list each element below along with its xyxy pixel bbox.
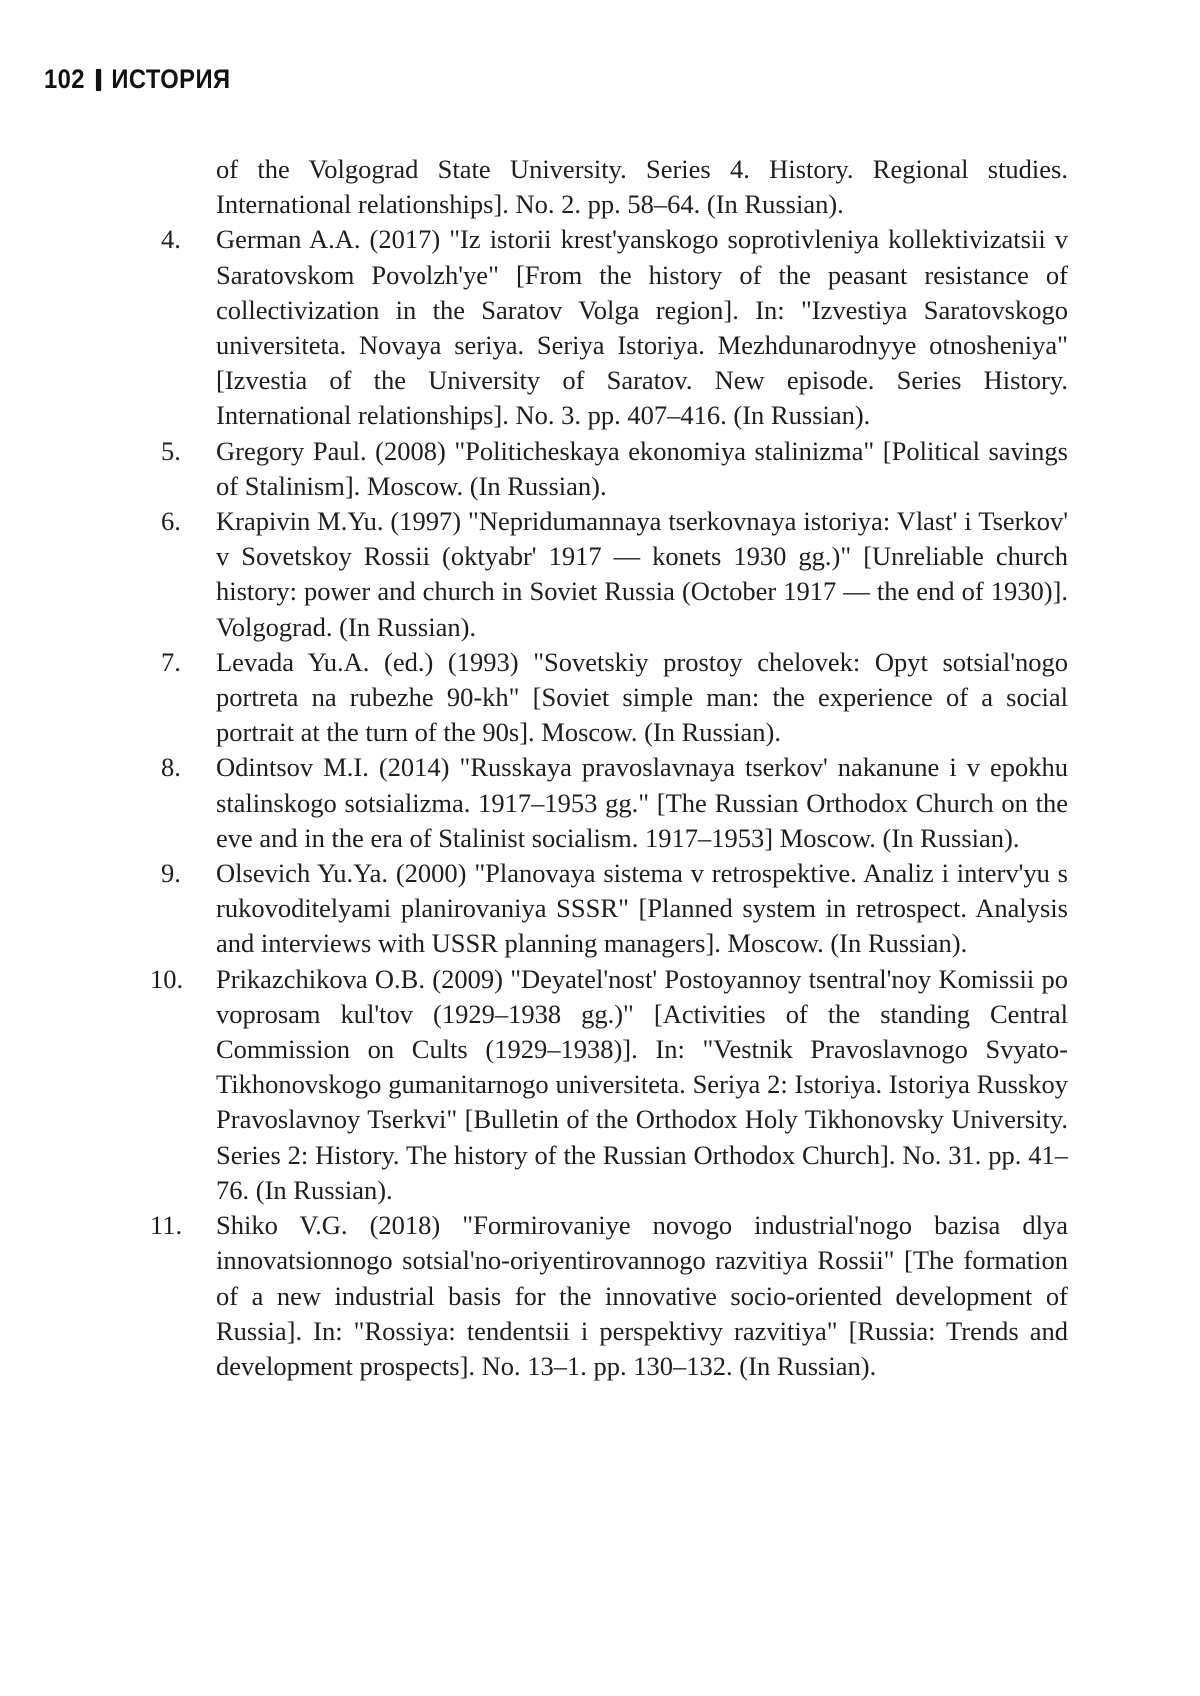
running-header <box>44 64 231 95</box>
reference-number: 6. <box>161 506 181 537</box>
reference-text: Shiko V.G. (2018) "Formirovaniye novogo industrial'nogo bazisa dlya innovatsionnogo sotsial'no-oriyentirovannogo razvitiya Rossii" [The formation of a new industrial basis for the innovative socio-oriented development of Russia]. In: "Rossiya: tendentsii i perspektivy razvitiya" [Russia: Trends and development prospects]. No. 13–1. pp. 130–132. (In Russian). <box>216 1210 1068 1381</box>
reference-text: German A.A. (2017) "Iz istorii krest'yanskogo soprotivleniya kollektivizatsii v Saratovskom Povolzh'ye" [From the history of the peasant resistance of collectivization in the Saratov Volga region]. In: "Izvestiya Saratovskogo universiteta. Novaya seriya. Seriya Istoriya. Mezhdunarodnyye otnosheniya" [Izvestia of the University of Saratov. New episode. Series History. International relationships]. No. 3. pp. 407–416. (In Russian). <box>216 224 1068 431</box>
reference-item <box>150 434 1068 504</box>
reference-text: of the Volgograd State University. Series 4. History. Regional studies. International relationships]. No. 2. pp. 58–64. (In Russian). <box>216 154 1068 220</box>
reference-number: 10. <box>150 963 184 994</box>
header-separator <box>96 69 101 91</box>
reference-number: 8. <box>161 752 181 783</box>
reference-item <box>150 750 1068 856</box>
section-title: ИСТОРИЯ <box>111 64 231 94</box>
reference-item <box>150 856 1068 962</box>
page-number: 102 <box>44 64 85 94</box>
reference-item <box>150 645 1068 751</box>
reference-number: 7. <box>161 646 181 677</box>
reference-item <box>150 962 1068 1208</box>
reference-text: Odintsov M.I. (2014) "Russkaya pravoslavnaya tserkov' nakanune i v epokhu stalinskogo sotsializma. 1917–1953 gg." [The Russian Orthodox Church on the eve and in the era of Stalinist socialism. 1917–1953] Moscow. (In Russian). <box>216 752 1068 853</box>
reference-number: 4. <box>161 224 181 255</box>
reference-item <box>150 504 1068 645</box>
reference-text: Gregory Paul. (2008) "Politicheskaya ekonomiya stalinizma" [Political savings of Stalinism]. Moscow. (In Russian). <box>216 435 1068 501</box>
reference-text: Levada Yu.A. (ed.) (1993) "Sovetskiy prostoy chelovek: Opyt sotsial'nogo portreta na rubezhe 90-kh" [Soviet simple man: the experience of a social portrait at the turn of the 90s]. Moscow. (In Russian). <box>216 646 1068 748</box>
reference-text: Krapivin M.Yu. (1997) "Nepridumannaya tserkovnaya istoriya: Vlast' i Tserkov' v Sovetskoy Rossii (oktyabr' 1917 — konets 1930 gg.)" [Unreliable church history: power and church in Soviet Russia (October 1917 — the end of 1930)]. Volgograd. (In Russian). <box>216 506 1068 642</box>
reference-item <box>150 222 1068 433</box>
reference-item <box>150 1208 1068 1384</box>
reference-number: 11. <box>150 1210 183 1241</box>
reference-number: 5. <box>161 435 181 466</box>
reference-list <box>150 152 1068 1384</box>
reference-number: 9. <box>161 858 181 889</box>
reference-continuation <box>150 152 1068 222</box>
reference-text: Olsevich Yu.Ya. (2000) "Planovaya sistema v retrospektive. Analiz i interv'yu s rukovoditelyami planirovaniya SSSR" [Planned system in retrospect. Analysis and interviews with USSR planning managers]. Moscow. (In Russian). <box>216 858 1068 959</box>
reference-text: Prikazchikova O.B. (2009) "Deyatel'nost' Postoyannoy tsentral'noy Komissii po voprosam kul'tov (1929–1938 gg.)" [Activities of the standing Central Commission on Cults (1929–1938)]. In: "Vestnik Pravoslavnogo Svyato-Tikhonovskogo gumanitarnogo universiteta. Seriya 2: Istoriya. Istoriya Russkoy Pravoslavnoy Tserkvi" [Bulletin of the Orthodox Holy Tikhonovsky University. Series 2: History. The history of the Russian Orthodox Church]. No. 31. pp. 41–76. (In Russian). <box>216 963 1068 1205</box>
